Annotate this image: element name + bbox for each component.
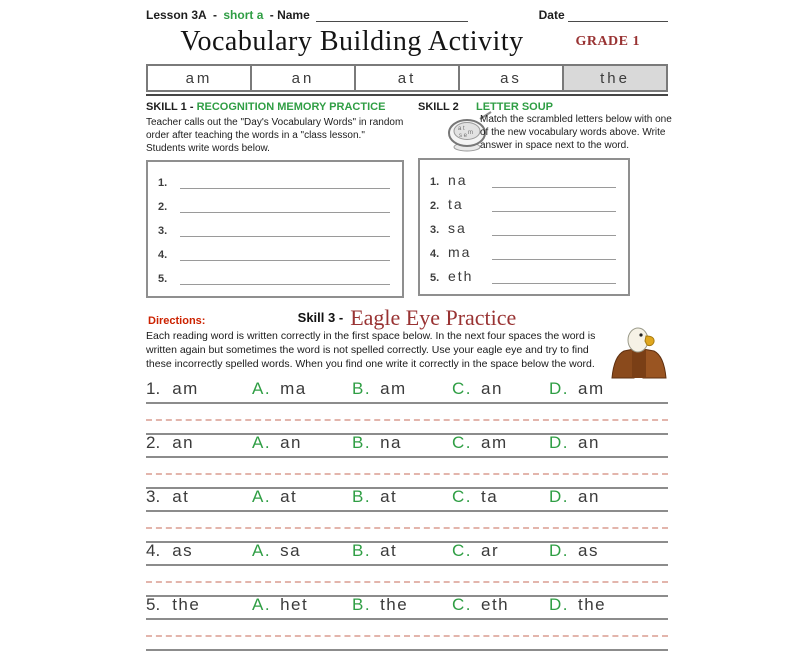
lesson-label: Lesson 3A	[146, 8, 207, 22]
choice-word: an	[280, 433, 302, 452]
choice-cell	[352, 595, 452, 615]
write-blank-line	[180, 175, 390, 189]
line-number: 5.	[158, 273, 168, 285]
reading-word: as	[172, 541, 194, 560]
choice-letter: B.	[352, 541, 372, 560]
choice-letter: C.	[452, 487, 472, 506]
dashed-guide-line	[146, 404, 668, 421]
practice-row	[146, 433, 668, 487]
solid-guide-line	[146, 637, 668, 651]
choice-letter: B.	[352, 379, 372, 398]
write-blank-line	[180, 247, 390, 261]
line-number: 1.	[430, 176, 440, 188]
practice-row	[146, 541, 668, 595]
scramble-line	[430, 220, 616, 236]
vocab-word-cell: as	[458, 66, 562, 90]
choice-letter: B.	[352, 487, 372, 506]
write-blank-line	[492, 174, 616, 188]
section-divider	[146, 94, 668, 96]
skills-columns	[146, 101, 672, 298]
reading-word: am	[172, 379, 199, 398]
write-blank-line	[492, 246, 616, 260]
choice-word: am	[578, 379, 605, 398]
write-blank-line	[492, 222, 616, 236]
choice-word: ar	[481, 541, 500, 560]
practice-row-words	[146, 541, 668, 566]
choice-cell	[452, 487, 549, 507]
skill3-name: Eagle Eye Practice	[350, 305, 517, 330]
separator-dash: -	[213, 8, 218, 22]
unit-label: short a	[223, 8, 264, 22]
handwriting-guide	[146, 512, 668, 541]
practice-row-words	[146, 433, 668, 458]
vocab-word-table	[146, 64, 668, 92]
eagle-icon	[610, 326, 668, 378]
reading-word-cell	[146, 487, 252, 507]
reading-word-cell	[146, 379, 252, 399]
skill3-directions-block	[146, 330, 668, 374]
skill1-name: RECOGNITION MEMORY PRACTICE	[196, 101, 386, 113]
scramble-line	[430, 172, 616, 188]
choice-letter: A.	[252, 433, 272, 452]
choice-letter: D.	[549, 595, 569, 614]
date-label: Date	[538, 8, 565, 22]
choice-cell	[549, 541, 668, 561]
skill1-description: Teacher calls out the "Day's Vocabulary Words" in random order after teaching the words in a "class lesson." Students write words below.	[146, 117, 404, 154]
scrambled-letters: na	[448, 172, 468, 188]
skill2-header	[418, 101, 672, 158]
choice-letter: D.	[549, 541, 569, 560]
choice-letter: C.	[452, 595, 472, 614]
skill2-label: SKILL 2	[418, 101, 459, 113]
practice-row-words	[146, 595, 668, 620]
line-number: 3.	[158, 225, 168, 237]
choice-cell	[549, 433, 668, 453]
scramble-line	[430, 196, 616, 212]
eagle-eye-rows	[146, 379, 668, 649]
choice-letter: D.	[549, 487, 569, 506]
practice-row-words	[146, 487, 668, 512]
vocab-word-cell-highlighted: the	[562, 66, 666, 90]
write-blank-line	[180, 223, 390, 237]
skill1-header	[146, 101, 404, 114]
date-blank-line	[568, 9, 668, 22]
reading-word-cell	[146, 433, 252, 453]
grade-badge: GRADE 1	[575, 34, 640, 49]
handwriting-guide	[146, 620, 668, 649]
write-blank-line	[492, 198, 616, 212]
choice-cell	[352, 379, 452, 399]
dashed-guide-line	[146, 620, 668, 637]
choice-cell	[252, 433, 352, 453]
scramble-line	[430, 268, 616, 284]
skill2-name: LETTER SOUP	[476, 101, 554, 113]
choice-letter: B.	[352, 433, 372, 452]
choice-letter: C.	[452, 541, 472, 560]
skill1-label: SKILL 1	[146, 101, 187, 113]
line-number: 2.	[158, 201, 168, 213]
choice-cell	[549, 487, 668, 507]
dashed-guide-line	[146, 458, 668, 475]
worksheet-content	[146, 8, 672, 649]
practice-row-words	[146, 379, 668, 404]
scrambled-letters: sa	[448, 220, 467, 236]
choice-word: ta	[481, 487, 499, 506]
choice-cell	[452, 595, 549, 615]
choice-cell	[252, 541, 352, 561]
scrambled-letters: ta	[448, 196, 464, 212]
skill2-description: Match the scrambled letters below with one of the new vocabulary words above. Write answer in space next to the word.	[480, 114, 672, 151]
answer-line	[158, 223, 390, 237]
choice-word: het	[280, 595, 309, 614]
choice-letter: C.	[452, 433, 472, 452]
choice-cell	[352, 487, 452, 507]
choice-letter: A.	[252, 379, 272, 398]
skill1-separator: -	[189, 101, 194, 113]
svg-text:s e: s e	[459, 133, 468, 139]
line-number: 4.	[158, 249, 168, 261]
page-title: Vocabulary Building Activity	[180, 26, 524, 57]
practice-row	[146, 595, 668, 649]
reading-word: an	[172, 433, 195, 452]
choice-word: an	[578, 487, 600, 506]
date-line	[539, 8, 668, 22]
header-row	[146, 8, 668, 22]
choice-word: am	[380, 379, 407, 398]
reading-word: at	[172, 487, 190, 506]
choice-word: the	[578, 595, 607, 614]
line-number: 3.	[430, 224, 440, 236]
choice-word: at	[280, 487, 298, 506]
svg-text:m: m	[468, 130, 473, 136]
dashed-guide-line	[146, 566, 668, 583]
choice-letter: C.	[452, 379, 472, 398]
answer-line	[158, 199, 390, 213]
title-row	[146, 24, 668, 60]
row-number: 5.	[146, 595, 161, 614]
line-number: 4.	[430, 248, 440, 260]
row-number: 2.	[146, 433, 161, 452]
reading-word: the	[172, 595, 201, 614]
line-number: 2.	[430, 200, 440, 212]
choice-letter: B.	[352, 595, 372, 614]
handwriting-guide	[146, 404, 668, 433]
choice-letter: D.	[549, 433, 569, 452]
row-number: 3.	[146, 487, 161, 506]
choice-letter: D.	[549, 379, 569, 398]
skill1-answer-box	[146, 160, 404, 298]
scrambled-letters: eth	[448, 268, 474, 284]
svg-text:a t: a t	[458, 126, 465, 132]
write-blank-line	[492, 270, 616, 284]
choice-letter: A.	[252, 541, 272, 560]
handwriting-guide	[146, 566, 668, 595]
choice-cell	[549, 379, 668, 399]
row-number: 1.	[146, 379, 161, 398]
answer-line	[158, 271, 390, 285]
practice-row	[146, 487, 668, 541]
choice-word: am	[481, 433, 508, 452]
scrambled-letters: ma	[448, 244, 472, 260]
vocab-word-cell: an	[250, 66, 354, 90]
name-label: - Name	[269, 8, 310, 22]
choice-word: at	[380, 541, 398, 560]
reading-word-cell	[146, 595, 252, 615]
answer-line	[158, 247, 390, 261]
write-blank-line	[180, 271, 390, 285]
write-blank-line	[180, 199, 390, 213]
lesson-line	[146, 8, 471, 22]
line-number: 1.	[158, 177, 168, 189]
directions-label: Directions:	[148, 315, 206, 327]
choice-word: at	[380, 487, 398, 506]
choice-word: ma	[280, 379, 307, 398]
vocab-word-cell: at	[354, 66, 458, 90]
choice-word: an	[481, 379, 503, 398]
skill1-section	[146, 101, 404, 298]
handwriting-guide	[146, 458, 668, 487]
vocab-word-cell: am	[185, 70, 213, 87]
answer-line	[158, 175, 390, 189]
reading-word-cell	[146, 541, 252, 561]
choice-cell	[549, 595, 668, 615]
practice-row	[146, 379, 668, 433]
line-number: 5.	[430, 272, 440, 284]
choice-cell	[252, 595, 352, 615]
choice-letter: A.	[252, 595, 272, 614]
dashed-guide-line	[146, 512, 668, 529]
choice-word: an	[578, 433, 600, 452]
choice-word: the	[380, 595, 409, 614]
choice-word: sa	[280, 541, 302, 560]
skill3-description: Each reading word is written correctly in the first space below. In the next four spaces the word is written again but sometimes the word is not spelled correctly. Use your eagle eye and try to find these incorrectly spelled words. When you find one write it correctly in the space below the word.	[146, 330, 596, 370]
scramble-line	[430, 244, 616, 260]
skill2-answer-box	[418, 158, 630, 296]
choice-cell	[452, 541, 549, 561]
choice-cell	[252, 379, 352, 399]
skill2-section	[418, 101, 672, 298]
skill3-label: Skill 3 -	[297, 310, 344, 325]
choice-word: eth	[481, 595, 510, 614]
skill3-header	[146, 305, 668, 329]
choice-word: na	[380, 433, 402, 452]
choice-cell	[352, 433, 452, 453]
row-number: 4.	[146, 541, 161, 560]
choice-letter: A.	[252, 487, 272, 506]
choice-word: as	[578, 541, 599, 560]
choice-cell	[252, 487, 352, 507]
choice-cell	[452, 379, 549, 399]
name-blank-line	[316, 9, 468, 22]
choice-cell	[452, 433, 549, 453]
choice-cell	[352, 541, 452, 561]
